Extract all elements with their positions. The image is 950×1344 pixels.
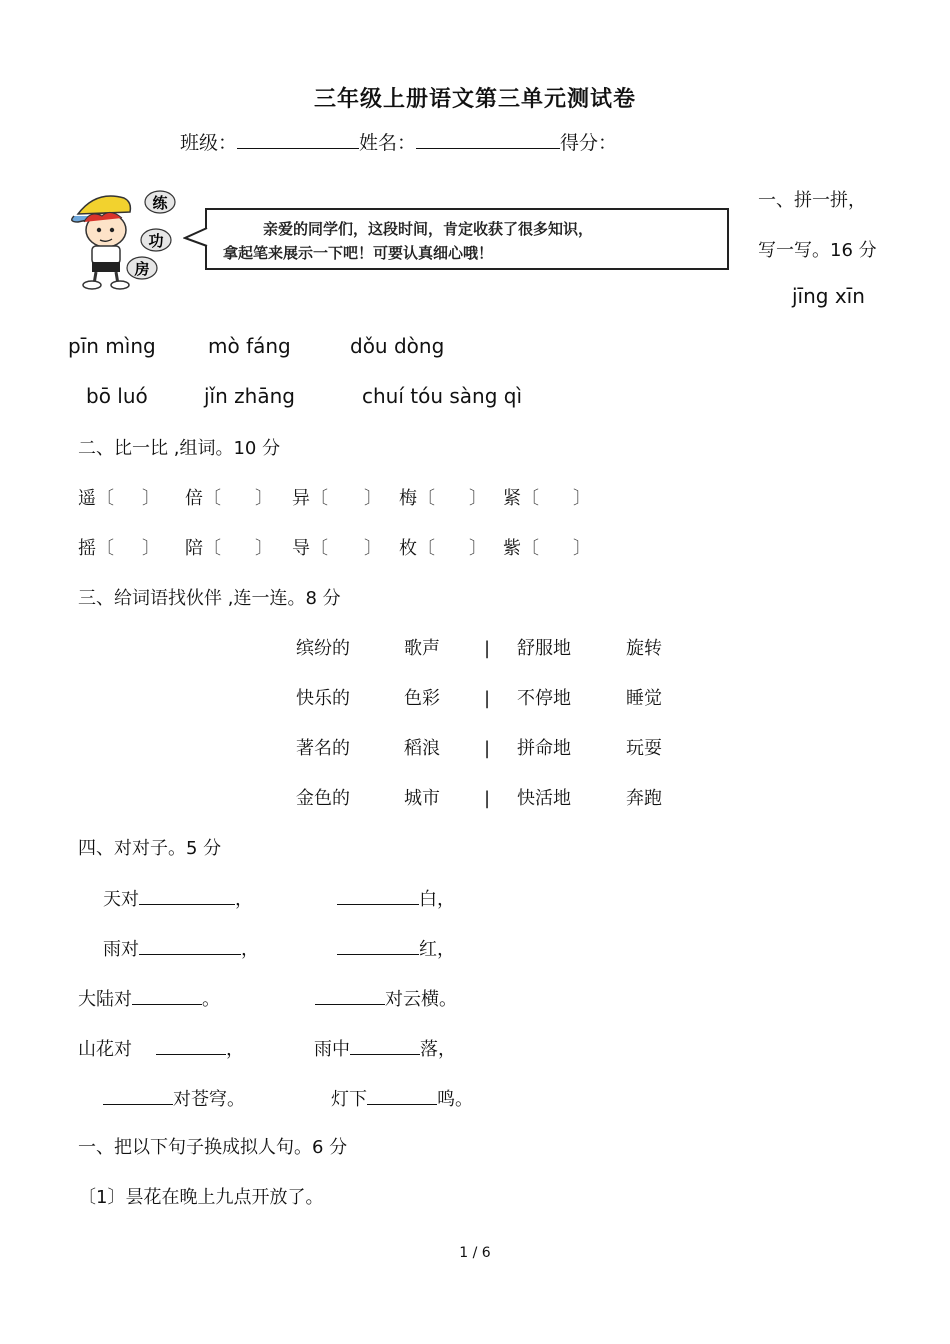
answer-blank[interactable] [367,1084,437,1105]
couplet-text: 大陆对 [78,989,132,1010]
char: 紫 [503,538,521,559]
char: 摇 [78,538,96,559]
couplet-text: ， [241,939,259,960]
couplet-row [103,884,455,911]
match-word[interactable]: 玩耍 [626,738,662,759]
page-number: 1 / 6 [459,1245,491,1261]
char: 遥 [78,488,96,509]
cap-icon [78,196,130,214]
section3-heading: 三、给词语找伙伴 ,连一连。8 分 [78,588,341,609]
match-word[interactable]: 城市 [404,788,440,809]
pinyin-word: jǐn zhāng [204,384,295,408]
mascot-tag: 功 [148,232,164,250]
pinyin-word: bō luó [86,384,148,408]
match-word[interactable]: 色彩 [404,688,440,709]
answer-blank[interactable] [315,984,385,1005]
couplet-text: 灯下 [331,1089,367,1110]
pinyin-word: mò fáng [208,334,291,358]
couplet-row [103,934,455,961]
couplet-text: 落， [420,1039,456,1060]
answer-blank[interactable] [350,1034,420,1055]
couplet-row [103,1084,473,1111]
answer-blank[interactable] [139,884,235,905]
bubble-tail [183,226,209,250]
answer-blank[interactable] [156,1034,226,1055]
compare-row: 遥〔 〕 倍〔 〕 异〔 〕 梅〔 〕 紧〔 〕 [78,488,591,509]
couplet-text: 鸣。 [437,1089,473,1110]
char: 紧 [503,488,521,509]
match-word[interactable]: 稻浪 [404,738,440,759]
score-label: 得分： [560,132,618,154]
pinyin-row [86,384,522,408]
match-word[interactable]: 金色的 [296,788,350,809]
match-row [296,784,662,810]
section2-heading: 二、比一比 ,组词。10 分 [78,438,281,459]
match-word[interactable]: 快乐的 [296,688,350,709]
couplet-text: 天对 [103,889,139,910]
match-word[interactable]: 睡觉 [626,688,662,709]
answer-blank[interactable] [103,1084,173,1105]
couplet-text: 对苍穹。 [173,1089,245,1110]
match-word[interactable]: 舒服地 [517,638,571,659]
match-word[interactable]: 不停地 [517,688,571,709]
couplet-text: 。 [202,989,220,1010]
couplet-row [78,1034,456,1061]
speech-bubble [205,208,729,270]
pinyin-word: dǒu dòng [350,334,445,358]
match-word[interactable]: 旋转 [626,638,662,659]
couplet-text: 白， [419,889,455,910]
divider: | [484,688,491,709]
answer-blank[interactable] [337,934,419,955]
char: 倍 [185,488,203,509]
mascot-tag: 房 [134,260,150,278]
page-title: 三年级上册语文第三单元测试卷 [313,87,636,112]
match-word[interactable]: 拼命地 [517,738,571,759]
pinyin-row [68,334,444,358]
match-word[interactable]: 歌声 [404,638,440,659]
class-label: 班级： [180,132,238,154]
name-field[interactable] [416,128,560,149]
bubble-line: 亲爱的同学们，这段时间，肯定收获了很多知识， [263,220,594,238]
pinyin-word: jīng xīn [792,284,865,308]
student-info [180,128,617,155]
couplet-text: 雨中 [314,1039,350,1060]
answer-blank[interactable] [132,984,202,1005]
section1-heading-cont: 写一写。16 分 [758,240,877,261]
bubble-line: 拿起笔来展示一下吧！可要认真细心哦！ [223,244,494,262]
mascot-tag: 练 [152,194,168,212]
couplet-text: ， [226,1039,244,1060]
answer-blank[interactable] [139,934,241,955]
char: 枚 [399,538,417,559]
couplet-text: 对云横。 [385,989,457,1010]
section5-heading: 一、把以下句子换成拟人句。6 分 [78,1137,348,1158]
section1-heading: 一、拼一拼， [758,190,866,211]
divider: | [484,638,491,659]
divider: | [484,788,491,809]
name-label: 姓名： [359,132,417,154]
couplet-text: ， [235,889,253,910]
char: 异 [292,488,310,509]
couplet-text: 红， [419,939,455,960]
char: 陪 [185,538,203,559]
char: 梅 [399,488,417,509]
match-word[interactable]: 缤纷的 [296,638,350,659]
pinyin-word: pīn mìng [68,334,156,358]
match-word[interactable]: 奔跑 [626,788,662,809]
match-word[interactable]: 快活地 [517,788,571,809]
match-row [296,684,662,710]
pinyin-word: chuí tóu sàng qì [362,384,523,408]
divider: | [484,738,491,759]
compare-row: 摇〔 〕 陪〔 〕 导〔 〕 枚〔 〕 紫〔 〕 [78,538,591,559]
question-item: 〔1〕昙花在晚上九点开放了。 [78,1187,324,1208]
answer-blank[interactable] [337,884,419,905]
section4-heading: 四、对对子。5 分 [78,838,222,859]
couplet-text: 雨对 [103,939,139,960]
match-word[interactable]: 著名的 [296,738,350,759]
match-row [296,634,662,660]
couplet-row [78,984,457,1011]
couplet-text: 山花对 [78,1039,132,1060]
char: 导 [292,538,310,559]
match-row [296,734,662,760]
class-field[interactable] [237,128,359,149]
mascot-illustration [66,186,186,290]
